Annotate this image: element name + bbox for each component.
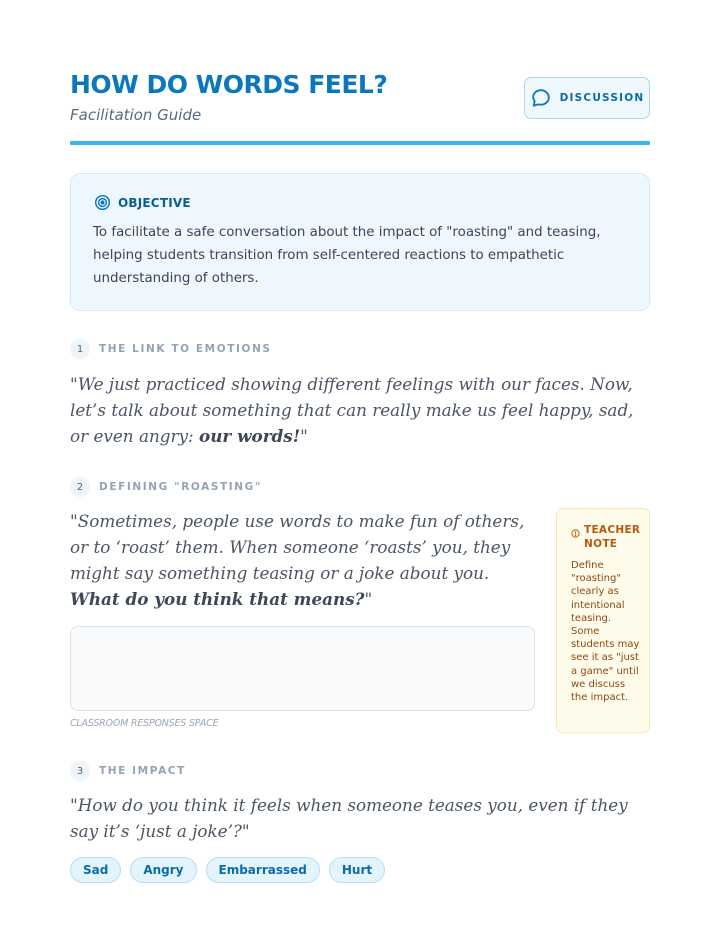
section-2-quote xyxy=(70,508,532,612)
quote-text: "Sometimes, people use words to make fun of others, or to ‘roast’ them. When someone ‘roasts’ you, they might say something teasing or a joke about you. xyxy=(70,511,525,583)
objective-label: OBJECTIVE xyxy=(118,195,191,210)
discussion-button[interactable] xyxy=(524,77,650,119)
objective-text: To facilitate a safe conversation about the impact of "roasting" and teasing, helping students transition from self-centered reactions to empathetic understanding of others. xyxy=(93,225,601,286)
section-3-quote: "How do you think it feels when someone teases you, even if they say it’s ‘just a joke’?" xyxy=(70,795,628,841)
section-title: THE IMPACT xyxy=(99,765,186,777)
quote-text: "We just practiced showing different feelings with our faces. Now, let’s talk about something that can really make us feel happy, sad, or even angry: xyxy=(70,374,634,446)
section-title: DEFINING "ROASTING" xyxy=(99,481,262,493)
discussion-label: DISCUSSION xyxy=(559,92,645,104)
chat-bubble-icon xyxy=(530,87,552,109)
responses-caption: CLASSROOM RESPONSES SPACE xyxy=(70,718,219,729)
teacher-note-label: TEACHER NOTE xyxy=(584,524,641,550)
page-subtitle: Facilitation Guide xyxy=(70,106,202,124)
section-1-header xyxy=(70,339,272,359)
quote-emphasis: What do you think that means? xyxy=(70,589,365,609)
section-number: 2 xyxy=(70,477,90,497)
page-header xyxy=(70,66,650,144)
classroom-responses-box[interactable] xyxy=(70,626,535,711)
objective-header xyxy=(94,194,627,211)
emotion-chip-hurt[interactable]: Hurt xyxy=(329,857,385,883)
emotion-chips xyxy=(70,857,385,883)
section-1-quote xyxy=(70,371,650,449)
section-number: 3 xyxy=(70,761,90,781)
quote-close: " xyxy=(300,426,308,446)
page-title: HOW DO WORDS FEEL? xyxy=(70,70,388,99)
section-3-header xyxy=(70,761,186,781)
emotion-chip-embarrassed[interactable]: Embarrassed xyxy=(206,857,320,883)
emotion-chip-angry[interactable]: Angry xyxy=(130,857,196,883)
section-title: THE LINK TO EMOTIONS xyxy=(99,343,272,355)
teacher-note-header xyxy=(571,523,641,551)
objective-box xyxy=(70,173,650,311)
quote-emphasis: our words! xyxy=(199,426,301,446)
section-number: 1 xyxy=(70,339,90,359)
info-icon xyxy=(571,529,580,538)
emotion-chip-sad[interactable]: Sad xyxy=(70,857,121,883)
target-icon xyxy=(94,194,111,211)
teacher-note-text: Define "roasting" clearly as intentional teasing. Some students may see it as "just a game" until we discuss the impact. xyxy=(571,560,640,704)
section-2-header xyxy=(70,477,262,497)
quote-close: " xyxy=(364,589,373,609)
teacher-note xyxy=(556,508,650,733)
header-divider xyxy=(70,141,650,145)
